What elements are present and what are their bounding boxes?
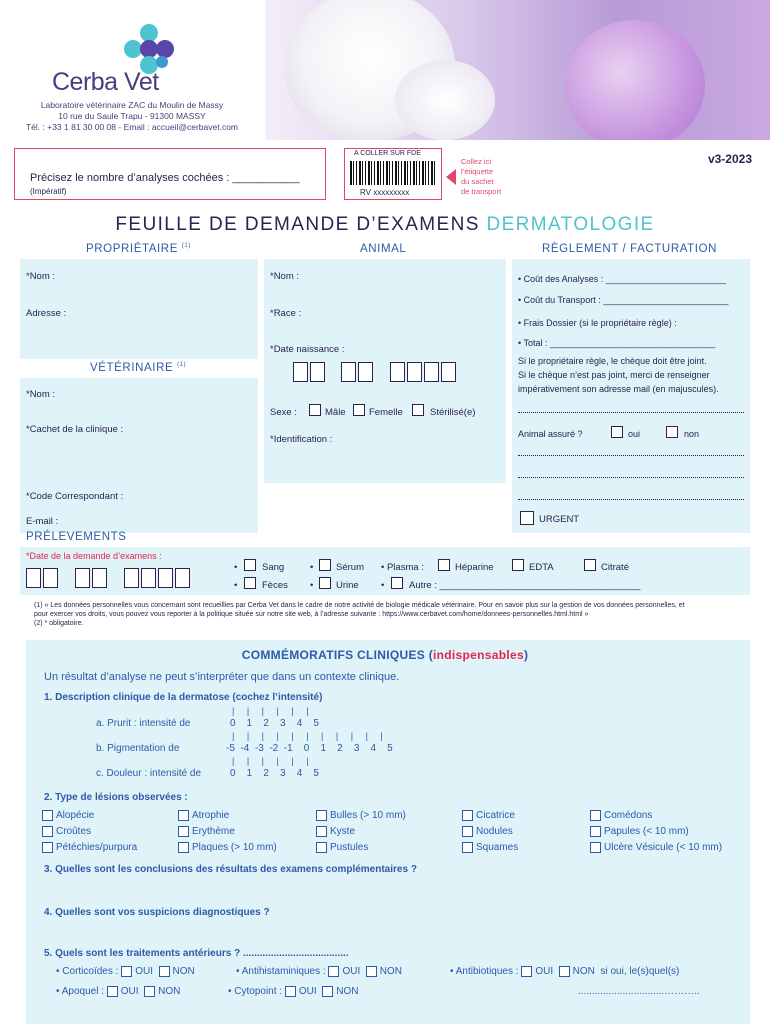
owner-address-field[interactable]: Adresse :: [26, 308, 67, 319]
heparine-checkbox[interactable]: [438, 559, 450, 571]
barcode-label: A COLLER SUR FDE: [354, 150, 421, 157]
question-4: 4. Quelles sont vos suspicions diagnostiques ?: [44, 907, 270, 918]
frais-dossier-label: • Frais Dossier (si le propriétaire règle) :: [518, 318, 677, 328]
femelle-checkbox[interactable]: [353, 404, 365, 416]
animal-birthdate-label: *Date naissance :: [270, 344, 345, 355]
cytopoint-non-checkbox[interactable]: [322, 986, 333, 997]
corticoides-row: • Corticoïdes : OUI NON: [56, 966, 195, 978]
vet-name-field[interactable]: *Nom :: [26, 389, 56, 400]
femelle-label: Femelle: [369, 407, 403, 418]
logo-text: Cerba Vet: [52, 68, 159, 96]
lab-address: Laboratoire vétérinaire ZAC du Moulin de Massy 10 rue du Saule Trapu - 91300 MASSY Tél. : +33 1 81 30 00 08 - Email : accueil@cerbavet.com: [25, 100, 239, 132]
serum-label: Sérum: [336, 562, 364, 573]
vet-email-field[interactable]: E-mail :: [26, 516, 59, 527]
plasma-label: • Plasma :: [381, 562, 424, 573]
autre-field[interactable]: Autre : ______________________________________: [409, 580, 641, 591]
sterilise-checkbox[interactable]: [412, 404, 424, 416]
male-checkbox[interactable]: [309, 404, 321, 416]
autre-checkbox[interactable]: [391, 577, 403, 589]
cat-photo: [395, 60, 495, 140]
lesion-petechies[interactable]: Pétéchies/purpura: [42, 842, 137, 853]
intro-text: Un résultat d’analyse ne peut s’interpréter que dans un contexte clinique.: [44, 671, 400, 683]
question-1: 1. Description clinique de la dermatose (cochez l’intensité): [44, 692, 323, 703]
sterilise-label: Stérilisé(e): [430, 407, 476, 418]
serum-checkbox[interactable]: [319, 559, 331, 571]
lesion-alopecie[interactable]: Alopécie: [42, 810, 94, 821]
pigmentation-label: b. Pigmentation de: [96, 743, 180, 754]
douleur-ticks[interactable]: | | | | | |: [232, 756, 309, 766]
analyses-count-label: Précisez le nombre d’analyses cochées : ___________: [30, 172, 300, 184]
apoquel-row: • Apoquel : OUI NON: [56, 986, 181, 998]
citrate-checkbox[interactable]: [584, 559, 596, 571]
veterinaire-title: VÉTÉRINAIRE $^{(1)}$: [90, 362, 187, 374]
arrow-left-icon: [446, 169, 456, 185]
prurit-ticks[interactable]: | | | | | |: [232, 706, 309, 716]
lesion-nodules[interactable]: Nodules: [462, 826, 513, 837]
lesion-comedons[interactable]: Comédons: [590, 810, 652, 821]
pigment-ticks[interactable]: | | | | | | | | | | |: [232, 731, 383, 741]
lesion-papules[interactable]: Papules (< 10 mm): [590, 826, 689, 837]
lesion-kyste[interactable]: Kyste: [316, 826, 355, 837]
question-3: 3. Quelles sont les conclusions des résultats des examens complémentaires ?: [44, 864, 417, 875]
owner-name-field[interactable]: *Nom :: [26, 271, 56, 282]
lesion-erytheme[interactable]: Erythème: [178, 826, 235, 837]
edta-label: EDTA: [529, 562, 554, 573]
cheque-note-3: impérativement son adresse mail (en majuscules).: [518, 384, 719, 394]
version-label: v3-2023: [707, 152, 752, 166]
sexe-label: Sexe :: [270, 407, 297, 418]
apoquel-non-checkbox[interactable]: [144, 986, 155, 997]
assure-oui-checkbox[interactable]: [611, 426, 623, 438]
douleur-scale[interactable]: 0 1 2 3 4 5: [230, 768, 319, 779]
question-2: 2. Type de lésions observées :: [44, 792, 188, 803]
lesion-bulles[interactable]: Bulles (> 10 mm): [316, 810, 406, 821]
lesion-cicatrice[interactable]: Cicatrice: [462, 810, 515, 821]
douleur-label: c. Douleur : intensité de: [96, 768, 202, 779]
treatment-details-field[interactable]: ...............................………..: [578, 986, 700, 997]
barcode-rv: RV xxxxxxxxx: [360, 188, 410, 197]
assure-oui-label: oui: [628, 429, 641, 439]
lesion-ulcere[interactable]: Ulcère Vésicule (< 10 mm): [590, 842, 722, 853]
edta-checkbox[interactable]: [512, 559, 524, 571]
feces-checkbox[interactable]: [244, 577, 256, 589]
sang-checkbox[interactable]: [244, 559, 256, 571]
veterinaire-panel: [20, 378, 258, 533]
animal-name-field[interactable]: *Nom :: [270, 271, 300, 282]
dotted-line[interactable]: [518, 499, 744, 500]
lesion-atrophie[interactable]: Atrophie: [178, 810, 229, 821]
animal-assure-label: Animal assuré ?: [518, 429, 583, 439]
total-field[interactable]: • Total : _________________________________: [518, 338, 716, 348]
barcode-icon: [350, 161, 436, 185]
collez-note: Collez ici l’étiquette du sachet de transport: [461, 157, 502, 196]
citrate-label: Citraté: [601, 562, 629, 573]
cytopoint-row: • Cytopoint : OUI NON: [228, 986, 359, 998]
identification-field[interactable]: *Identification :: [270, 434, 333, 445]
cheque-note-2: Si le chèque n’est pas joint, merci de renseigner: [518, 370, 710, 380]
animal-title: ANIMAL: [360, 243, 407, 255]
lesion-croutes[interactable]: Croûtes: [42, 826, 91, 837]
heparine-label: Héparine: [455, 562, 494, 573]
prurit-label: a. Prurit : intensité de: [96, 718, 191, 729]
urine-checkbox[interactable]: [319, 577, 331, 589]
assure-non-checkbox[interactable]: [666, 426, 678, 438]
lesion-plaques[interactable]: Plaques (> 10 mm): [178, 842, 277, 853]
antibio-oui-checkbox[interactable]: [521, 966, 532, 977]
feces-label: Fèces: [262, 580, 288, 591]
decorative-globe: [565, 20, 705, 140]
cheque-note-1: Si le propriétaire règle, le chèque doit être joint.: [518, 356, 707, 366]
reglement-title: RÈGLEMENT / FACTURATION: [542, 243, 718, 255]
dotted-line[interactable]: [518, 477, 744, 478]
cout-analyses-field[interactable]: • Coût des Analyses : ________________________: [518, 274, 726, 284]
male-label: Mâle: [325, 407, 346, 418]
urgent-label: URGENT: [539, 514, 580, 525]
footnote-1: (1) « Les données personnelles vous concernant sont recueillies par Cerba Vet dans le cadre de notre activité de biologie médicale vétérinaire. Pour en savoir plus sur la gestion de vos données personnelles, et pour exercer vos droits, vous pouvez vous reporter à la politique située sur notre site web, à l’adresse suivante : https://www.cerbavet.com/home/donnees-personnelles.html.html » (2) * obligatoire.: [34, 602, 685, 627]
antihist-oui-checkbox[interactable]: [328, 966, 339, 977]
dotted-line[interactable]: [518, 412, 744, 413]
prurit-scale[interactable]: 0 1 2 3 4 5: [230, 718, 319, 729]
cytopoint-oui-checkbox[interactable]: [285, 986, 296, 997]
header-banner-image: [265, 0, 770, 140]
lesion-pustules[interactable]: Pustules: [316, 842, 368, 853]
commemoratifs-title: COMMÉMORATIFS CLINIQUES (indispensables): [241, 648, 529, 662]
page-title: FEUILLE DE DEMANDE D’EXAMENS DERMATOLOGIE: [115, 214, 655, 235]
urine-label: Urine: [336, 580, 359, 591]
sang-label: Sang: [262, 562, 285, 573]
urgent-checkbox[interactable]: [520, 511, 534, 525]
pigmentation-scale[interactable]: -5 -4 -3 -2 -1 0 1 2 3 4 5: [226, 743, 393, 754]
code-correspondant-field[interactable]: *Code Correspondant :: [26, 491, 124, 502]
animal-race-field[interactable]: *Race :: [270, 308, 302, 319]
cout-transport-field[interactable]: • Coût du Transport : _________________________: [518, 295, 729, 305]
assure-non-label: non: [684, 429, 700, 439]
question-5: 5. Quels sont les traitements antérieurs ? ......................................: [44, 948, 349, 959]
corticoides-non-checkbox[interactable]: [159, 966, 170, 977]
prelevements-title: PRÉLEVEMENTS: [26, 531, 127, 543]
lesion-squames[interactable]: Squames: [462, 842, 518, 853]
antihistaminiques-row: • Antihistaminiques : OUI NON: [236, 966, 403, 978]
dotted-line[interactable]: [518, 455, 744, 456]
antibio-non-checkbox[interactable]: [559, 966, 570, 977]
imperatif-label: (Impératif): [30, 187, 67, 196]
proprietaire-title: PROPRIÉTAIRE $^{(1)}$: [86, 243, 191, 255]
apoquel-oui-checkbox[interactable]: [107, 986, 118, 997]
corticoides-oui-checkbox[interactable]: [121, 966, 132, 977]
antibiotiques-row: • Antibiotiques : OUI NON si oui, le(s)quel(s): [450, 966, 680, 978]
clinic-stamp-field[interactable]: *Cachet de la clinique :: [26, 424, 124, 435]
date-demande-label: *Date de la demande d’examens :: [26, 551, 162, 561]
antihist-non-checkbox[interactable]: [366, 966, 377, 977]
